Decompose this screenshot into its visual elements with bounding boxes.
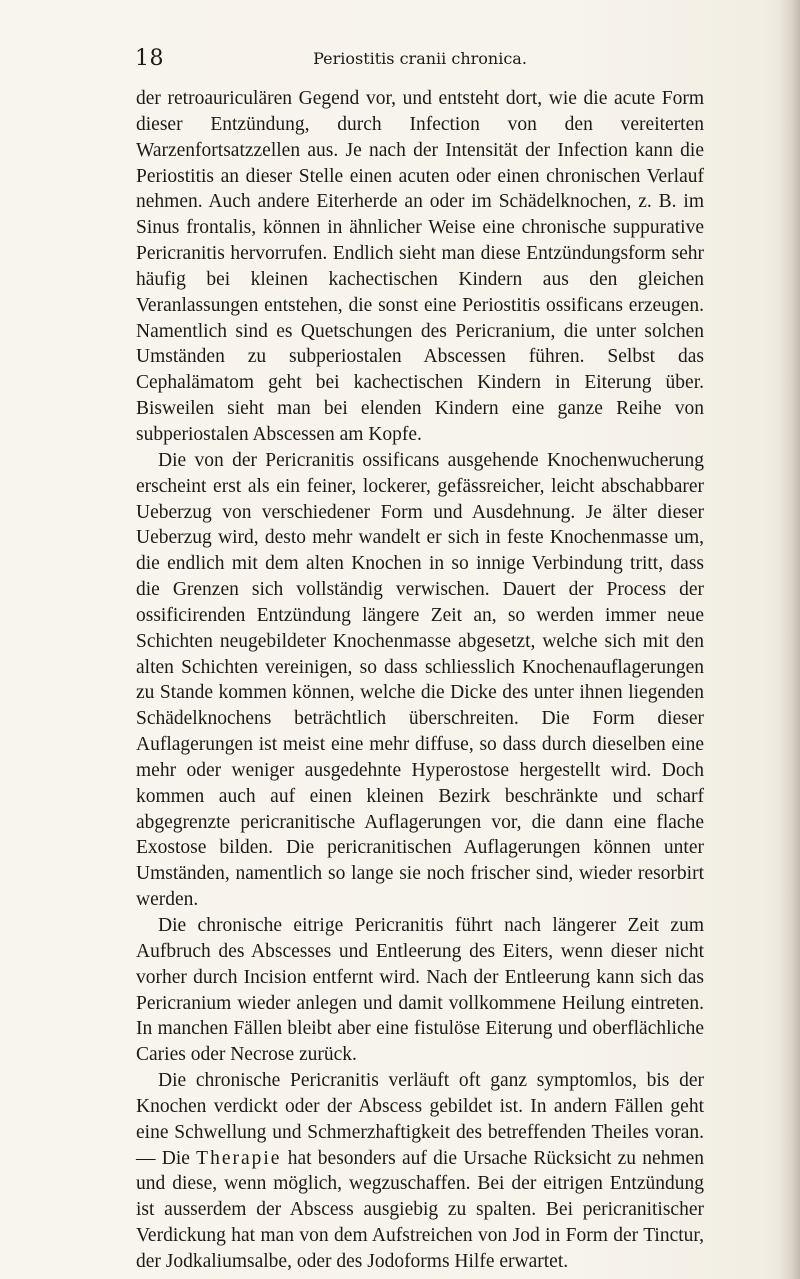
page-number: 18 (135, 46, 164, 71)
paragraph (136, 1068, 704, 1275)
paragraph-text: Die chronische Pericranitis verläuft oft ganz symptomlos, bis der Knochen verdickt oder der Abscess gebildet ist. In andern Fällen geht eine Schwellung und Schmerzhaftigkeit des betreffenden Theiles voran. — Die (136, 1070, 704, 1169)
paragraph-text: hat besonders auf die Ursache Rücksicht zu nehmen und diese, wenn möglich, wegzuschaffen. Bei der eitrigen Entzündung ist ausserdem der Abscess ausgiebig zu spalten. Bei pericranitischer Verdickung hat man von dem Aufstreichen von Jod in Form der Tinctur, der Jodkaliumsalbe, oder des Jodoforms Hilfe erwartet. (136, 1147, 705, 1272)
page-edge-shadow (778, 0, 800, 1279)
body-text (136, 86, 704, 1275)
page-header (135, 44, 705, 74)
paragraph: Die von der Pericranitis ossificans ausgehende Knochenwucherung erscheint erst als ein feiner, lockerer, gefässreicher, leicht abschabbarer Ueberzug von verschiedener Form und Ausdehnung. Je älter dieser Ueberzug wird, desto mehr wandelt er sich in feste Knochenmasse um, die endlich mit dem alten Knochen in so innige Verbindung tritt, dass die Grenzen sich vollständig verwischen. Dauert der Process der ossificirenden Entzündung längere Zeit an, so werden immer neue Schichten neugebildeter Knochenmasse abgesetzt, welche sich mit den alten Schichten vereinigen, so dass schliesslich Knochenauflagerungen zu Stande kommen können, welche die Dicke des unter ihnen liegenden Schädelknochens beträchtlich überschreiten. Die Form dieser Auflagerungen ist meist eine mehr diffuse, so dass durch dieselben eine mehr oder weniger ausgedehnte Hyperostose hergestellt wird. Doch kommen auch auf einen kleinen Bezirk beschränkte und scharf abgegrenzte pericranitische Auflagerungen vor, die dann eine flache Exostose bilden. Die pericranitischen Auflagerungen können unter Umständen, namentlich so lange sie noch frischer sind, wieder resorbirt werden. (136, 449, 704, 911)
paragraph: Die chronische eitrige Pericranitis führt nach längerer Zeit zum Aufbruch des Abscesses und Entleerung des Eiters, wenn dieser nicht vorher durch Incision entfernt wird. Nach der Entleerung kann sich das Pericranium wieder anlegen und damit vollkommene Heilung eintreten. In manchen Fällen bleibt aber eine fistulöse Eiterung und oberflächliche Caries oder Necrose zurück. (136, 915, 704, 1066)
running-title: Periostitis cranii chronica. (313, 49, 527, 68)
paragraph: der retroauriculären Gegend vor, und entsteht dort, wie die acute Form dieser Entzündung, durch Infection von den vereiterten Warzenfortsatzzellen aus. Je nach der Intensität der Infection kann die Periostitis an dieser Stelle einen acuten oder einen chronischen Verlauf nehmen. Auch andere Eiterherde an oder im Schädelknochen, z. B. im Sinus frontalis, können in ähnlicher Weise eine chronische suppurative Pericranitis hervorrufen. Endlich sieht man diese Entzündungsform sehr häufig bei kleinen kachectischen Kindern aus den gleichen Veranlassungen entstehen, die sonst eine Periostitis ossificans erzeugen. Namentlich sind es Quetschungen des Pericranium, die unter solchen Umständen zu subperiostalen Abscessen führen. Selbst das Cephalämatom geht bei kachectischen Kindern in Eiterung über. Bisweilen sieht man bei elenden Kindern eine ganze Reihe von subperiostalen Abscessen am Kopfe. (136, 88, 704, 445)
therapie-heading: Therapie (196, 1147, 282, 1169)
